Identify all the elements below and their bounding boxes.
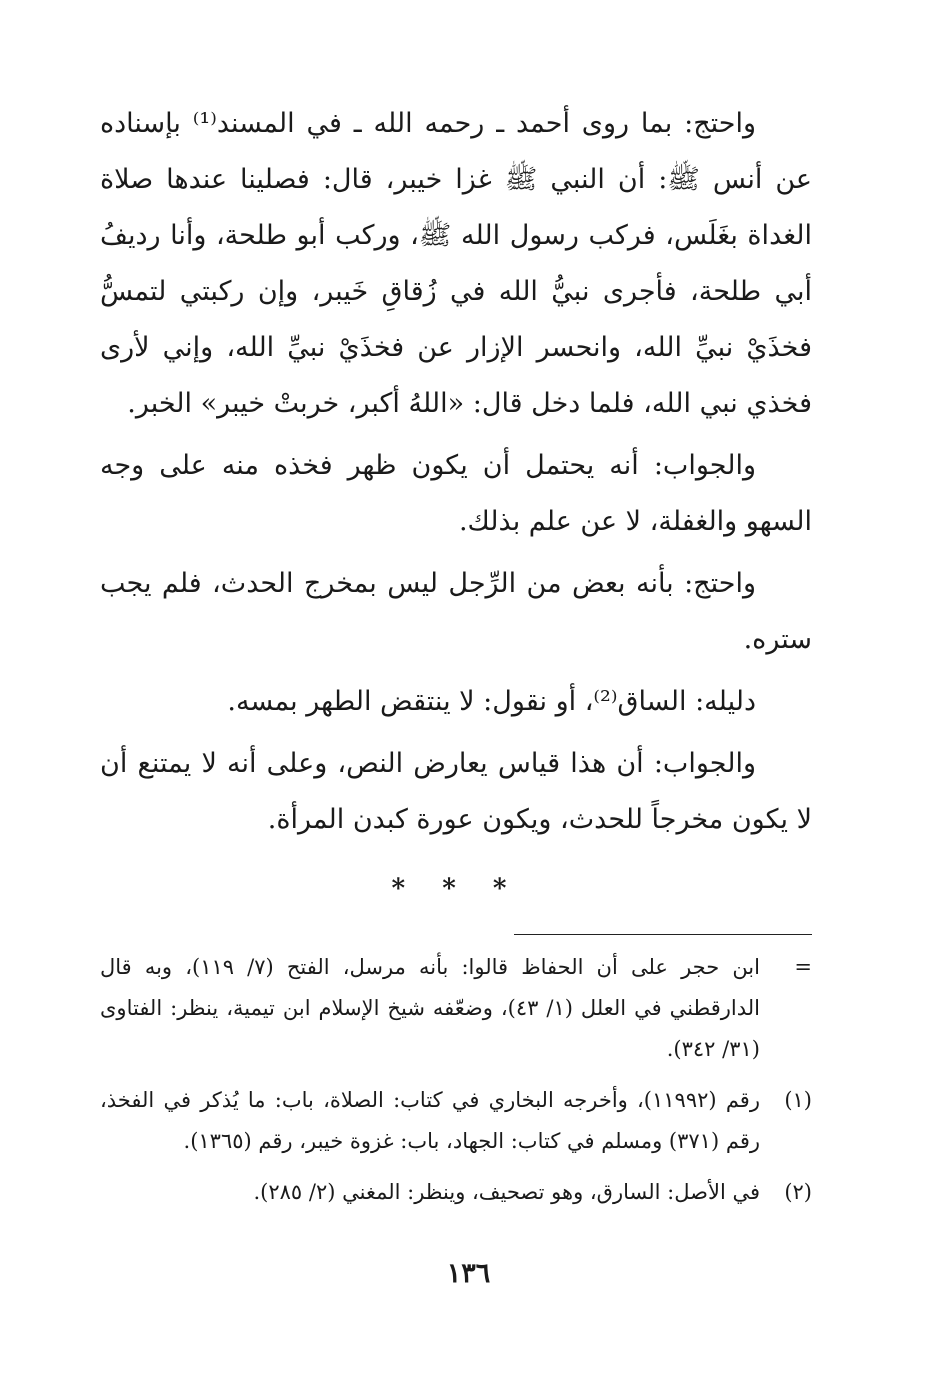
- paragraph-2: والجواب: أنه يحتمل أن يكون ظهر فخذه منه على وجه السهو والغفلة، لا عن علم بذلك.: [100, 450, 812, 537]
- footnote-text: في الأصل: السارق، وهو تصحيف، وينظر: المغني (٢/ ٢٨٥).: [253, 1180, 760, 1204]
- page-number: ١٣٦: [446, 1258, 491, 1289]
- footnote-mark: (٢): [784, 1180, 812, 1204]
- page-content: [100, 96, 812, 1223]
- footnote-mark: =: [794, 955, 812, 979]
- footnote-continuation: [100, 947, 812, 1070]
- paragraph-1: واحتج: بما روى أحمد ـ رحمه الله ـ في المسند⁽¹⁾ بإسناده عن أنس ﷺ: أن النبي ﷺ غزا خيبر، قال: فصلينا عندها صلاة الغداة بغَلَس، فركب رسول الله ﷺ، وركب أبو طلحة، وأنا رديفُ أبي طلحة، فأجرى نبيُّ الله في زُقاقِ خَيبر، وإن ركبتي لتمسُّ فخذَيْ نبيِّ الله، وانحسر الإزار عن فخذَيْ نبيِّ الله، وإني لأرى فخذي نبي الله، فلما دخل قال: «اللهُ أكبر، خربتْ خيبر» الخبر.: [100, 108, 812, 419]
- footnote-text: رقم (١١٩٩٢)، وأخرجه البخاري في كتاب: الصلاة، باب: ما يُذكر في الفخذ، رقم (٣٧١) ومسلم في كتاب: الجهاد، باب: غزوة خيبر، رقم (١٣٦٥).: [100, 1088, 760, 1153]
- paragraph-3: واحتج: بأنه بعض من الرِّجل ليس بمخرج الحدث، فلم يجب ستره.: [100, 568, 812, 655]
- footnote-text: ابن حجر على أن الحفاظ قالوا: بأنه مرسل، الفتح (٧/ ١١٩)، وبه قال الدارقطني في العلل (١/ ٤٣)، وضعّفه شيخ الإسلام ابن تيمية، ينظر: الفتاوى (٣١/ ٣٤٢).: [100, 955, 760, 1061]
- section-separator: * * *: [391, 874, 521, 904]
- footnote-2: [100, 1172, 812, 1213]
- footnote-divider: [514, 934, 812, 935]
- footnote-1: [100, 1080, 812, 1162]
- paragraph-5: والجواب: أن هذا قياس يعارض النص، وعلى أنه لا يمتنع أن لا يكون مخرجاً للحدث، ويكون عورة كبدن المرأة.: [100, 748, 812, 835]
- footnote-mark: (١): [784, 1088, 812, 1112]
- paragraph-4: دليله: الساق⁽²⁾، أو نقول: لا ينتقض الطهر بمسه.: [227, 686, 756, 717]
